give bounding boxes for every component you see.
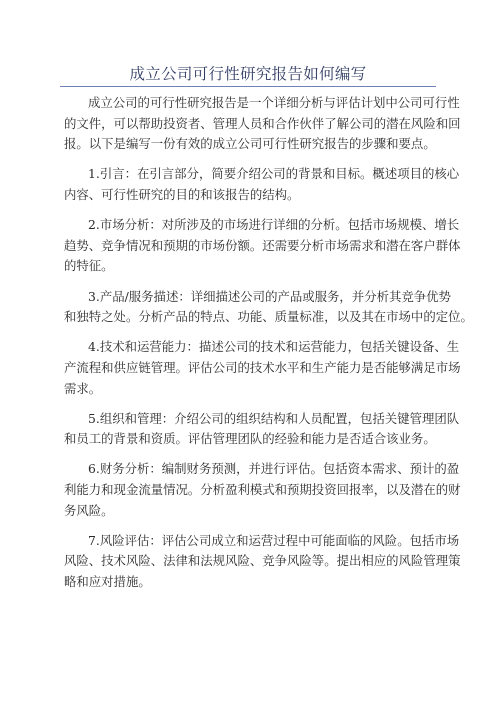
text-line: 需求。 xyxy=(64,380,102,396)
document-title: 成立公司可行性研究报告如何编写 xyxy=(129,65,367,83)
text-line: 的特征。 xyxy=(64,258,114,274)
paragraph-product-description xyxy=(64,287,473,328)
paragraph-market-analysis xyxy=(64,215,461,277)
paragraph-introduction-section xyxy=(64,164,460,205)
text-line: 1.引言：在引言部分，简要介绍公司的背景和目标。概述项目的核心 xyxy=(88,166,460,182)
paragraph-organization-management xyxy=(64,409,460,450)
text-line: 3.产品/服务描述：详细描述公司的产品或服务，并分析其竞争优势 xyxy=(88,288,451,304)
text-line: 略和应对措施。 xyxy=(64,574,151,590)
title-underline xyxy=(60,86,436,87)
text-line: 报。以下是编写一份有效的成立公司可行性研究报告的步骤和要点。 xyxy=(64,136,436,152)
text-line: 5.组织和管理：介绍公司的组织结构和人员配置，包括关键管理团队 xyxy=(88,410,460,426)
text-line: 利能力和现金流量情况。分析盈利模式和预期投资回报率，以及潜在的财 xyxy=(64,482,461,498)
document-body xyxy=(64,93,473,602)
text-line: 务风险。 xyxy=(64,502,114,518)
text-line: 的文件，可以帮助投资者、管理人员和合作伙伴了解公司的潜在风险和回 xyxy=(64,115,461,131)
text-line: 趋势、竞争情况和预期的市场份额。还需要分析市场需求和潜在客户群体 xyxy=(64,237,461,253)
paragraph-technology-operations xyxy=(64,337,461,399)
text-line: 2.市场分析：对所涉及的市场进行详细的分析。包括市场规模、增长 xyxy=(88,217,460,233)
text-line: 4.技术和运营能力：描述公司的技术和运营能力，包括关键设备、生 xyxy=(88,339,460,355)
text-line: 和员工的背景和资质。评估管理团队的经验和能力是否适合该业务。 xyxy=(64,431,436,447)
text-line: 成立公司的可行性研究报告是一个详细分析与评估计划中公司可行性 xyxy=(88,95,460,110)
paragraph-financial-analysis xyxy=(64,459,461,521)
text-line: 6.财务分析：编制财务预测，并进行评估。包括资本需求、预计的盈 xyxy=(88,461,460,477)
text-line: 7.风险评估：评估公司成立和运营过程中可能面临的风险。包括市场 xyxy=(88,532,460,548)
text-line: 产流程和供应链管理。评估公司的技术水平和生产能力是否能够满足市场 xyxy=(64,359,461,375)
text-line: 内容、可行性研究的目的和该报告的结构。 xyxy=(64,186,300,202)
text-line: 和独特之处。分析产品的特点、功能、质量标准，以及其在市场中的定位。 xyxy=(64,309,473,325)
paragraph-risk-assessment xyxy=(64,531,461,593)
paragraph-intro xyxy=(64,93,461,155)
text-line: 风险、技术风险、法律和法规风险、竞争风险等。提出相应的风险管理策 xyxy=(64,553,461,569)
